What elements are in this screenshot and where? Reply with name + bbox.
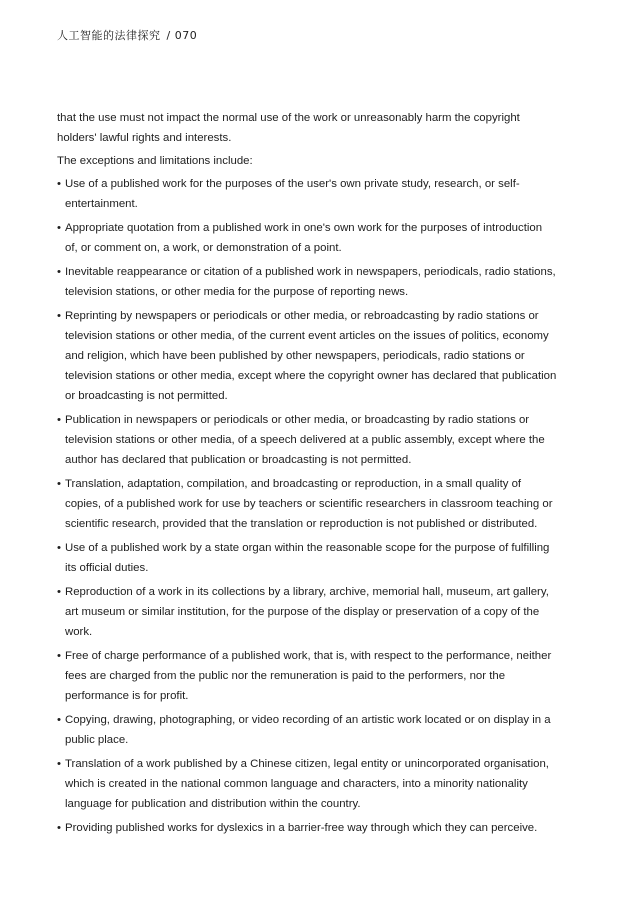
list-item (57, 474, 557, 534)
running-header (57, 27, 197, 43)
list-item (57, 262, 557, 302)
bullet-icon: • (57, 650, 61, 662)
list-item-text: Publication in newspapers or periodicals or other media, or broadcasting by radio stations or television stations or other media, of a speech delivered at a public assembly, except where the author has declared that publication or broadcasting is not permitted. (65, 414, 545, 466)
list-item-text: Copying, drawing, photographing, or video recording of an artistic work located or on display in a public place. (65, 714, 551, 746)
bullet-icon: • (57, 310, 61, 322)
list-item-text: Translation of a work published by a Chinese citizen, legal entity or unincorporated organisation, which is created in the national common language and characters, into a minority nationality language for publication and distribution within the country. (65, 758, 549, 810)
list-item (57, 538, 557, 578)
bullet-icon: • (57, 266, 61, 278)
list-item-text: Reproduction of a work in its collections by a library, archive, memorial hall, museum, art gallery, art museum or similar institution, for the purpose of the display or preservation of a copy of the work. (65, 586, 549, 638)
list-item (57, 218, 557, 258)
list-item-text: Appropriate quotation from a published work in one's own work for the purposes of introduction of, or comment on, a work, or demonstration of a point. (65, 222, 543, 254)
lead-paragraph: The exceptions and limitations include: (57, 155, 253, 167)
bullet-icon: • (57, 478, 61, 490)
list-item-text: Reprinting by newspapers or periodicals or other media, or rebroadcasting by radio stations or television stations or other media, of the current event articles on the issues of politics, economy and religion, which have been published by other newspapers, periodicals, radio stations or television stations or other media, except where the copyright owner has declared that publication or broadcasting is not permitted. (65, 310, 557, 402)
list-item (57, 582, 557, 642)
list-item (57, 646, 557, 706)
list-item (57, 306, 557, 406)
bullet-icon: • (57, 586, 61, 598)
list-item-text: Free of charge performance of a published work, that is, with respect to the performance, neither fees are charged from the public nor the remuneration is paid to the performers, nor the performance is for profit. (65, 650, 552, 702)
exceptions-list (57, 174, 557, 838)
list-item-text: Use of a published work for the purposes of the user's own private study, research, or self-entertainment. (65, 178, 520, 210)
list-item (57, 410, 557, 470)
list-item (57, 710, 557, 750)
bullet-icon: • (57, 822, 61, 834)
list-item-text: Providing published works for dyslexics in a barrier-free way through which they can perceive. (65, 822, 538, 834)
list-item-text: Use of a published work by a state organ within the reasonable scope for the purpose of fulfilling its official duties. (65, 542, 550, 574)
intro-paragraph: that the use must not impact the normal use of the work or unreasonably harm the copyright holders' lawful rights and interests. (57, 112, 520, 144)
page-number: / 070 (166, 29, 198, 42)
list-item (57, 754, 557, 814)
bullet-icon: • (57, 222, 61, 234)
bullet-icon: • (57, 758, 61, 770)
page-body (57, 108, 557, 842)
bullet-icon: • (57, 178, 61, 190)
bullet-icon: • (57, 714, 61, 726)
list-item (57, 818, 557, 838)
book-title: 人工智能的法律探究 (57, 29, 161, 42)
list-item-text: Translation, adaptation, compilation, and broadcasting or reproduction, in a small quality of copies, of a published work for use by teachers or scientific researchers in classroom teaching or scientific research, provided that the translation or reproduction is not published or distributed. (65, 478, 553, 530)
bullet-icon: • (57, 414, 61, 426)
list-item (57, 174, 557, 214)
list-item-text: Inevitable reappearance or citation of a published work in newspapers, periodicals, radio stations, television stations, or other media for the purpose of reporting news. (65, 266, 556, 298)
bullet-icon: • (57, 542, 61, 554)
